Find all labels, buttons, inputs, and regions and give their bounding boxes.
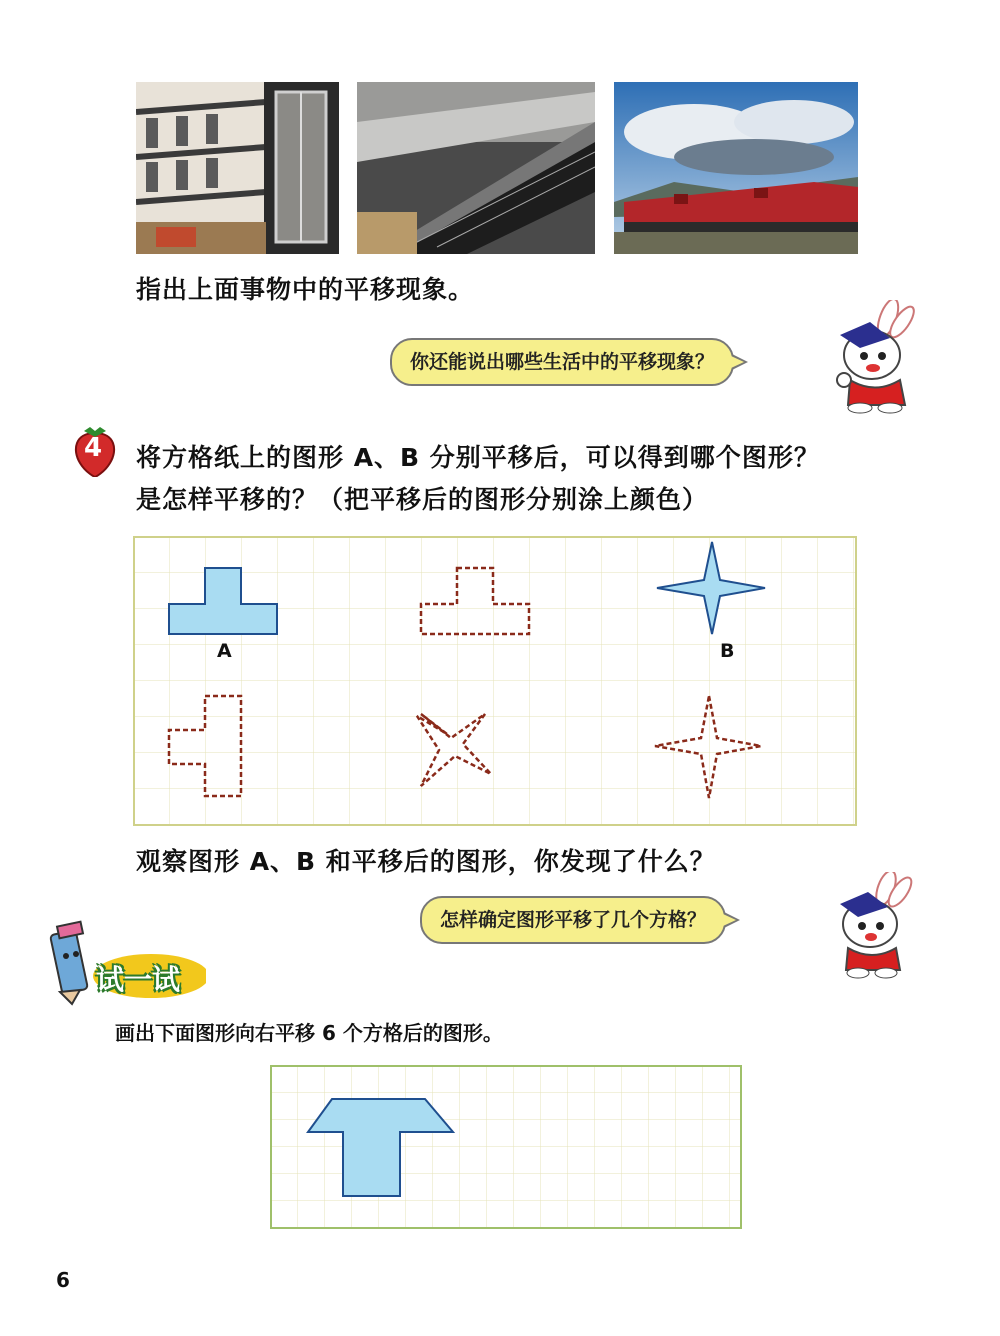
- try-title: 试一试: [96, 963, 181, 996]
- problem-line-2: 是怎样平移的？（把平移后的图形分别涂上颜色）: [136, 485, 709, 514]
- atrium-elevator-photo: [136, 82, 339, 254]
- hint-bubble-1: 你还能说出哪些生活中的平移现象？: [390, 338, 734, 386]
- train-photo: [614, 82, 858, 254]
- escalator-photo: [357, 82, 595, 254]
- grid-paper-1: [133, 536, 857, 826]
- problem-line-1: 将方格纸上的图形 A、B 分别平移后，可以得到哪个图形？: [136, 443, 820, 472]
- rabbit-mascot-2-icon: [826, 872, 916, 982]
- label-a: A: [217, 640, 232, 662]
- photo-caption: 指出上面事物中的平移现象。: [136, 275, 475, 304]
- try-instruction: 画出下面图形向右平移 6 个方格后的图形。: [115, 1021, 503, 1045]
- hint-bubble-2: 怎样确定图形平移了几个方格？: [420, 896, 726, 944]
- observe-text: 观察图形 A、B 和平移后的图形，你发现了什么？: [136, 847, 716, 876]
- rabbit-mascot-icon: [830, 300, 920, 415]
- problem-number: 4: [84, 433, 103, 463]
- grid-paper-2: [270, 1065, 742, 1229]
- label-b: B: [720, 640, 735, 662]
- page-number: 6: [56, 1268, 70, 1292]
